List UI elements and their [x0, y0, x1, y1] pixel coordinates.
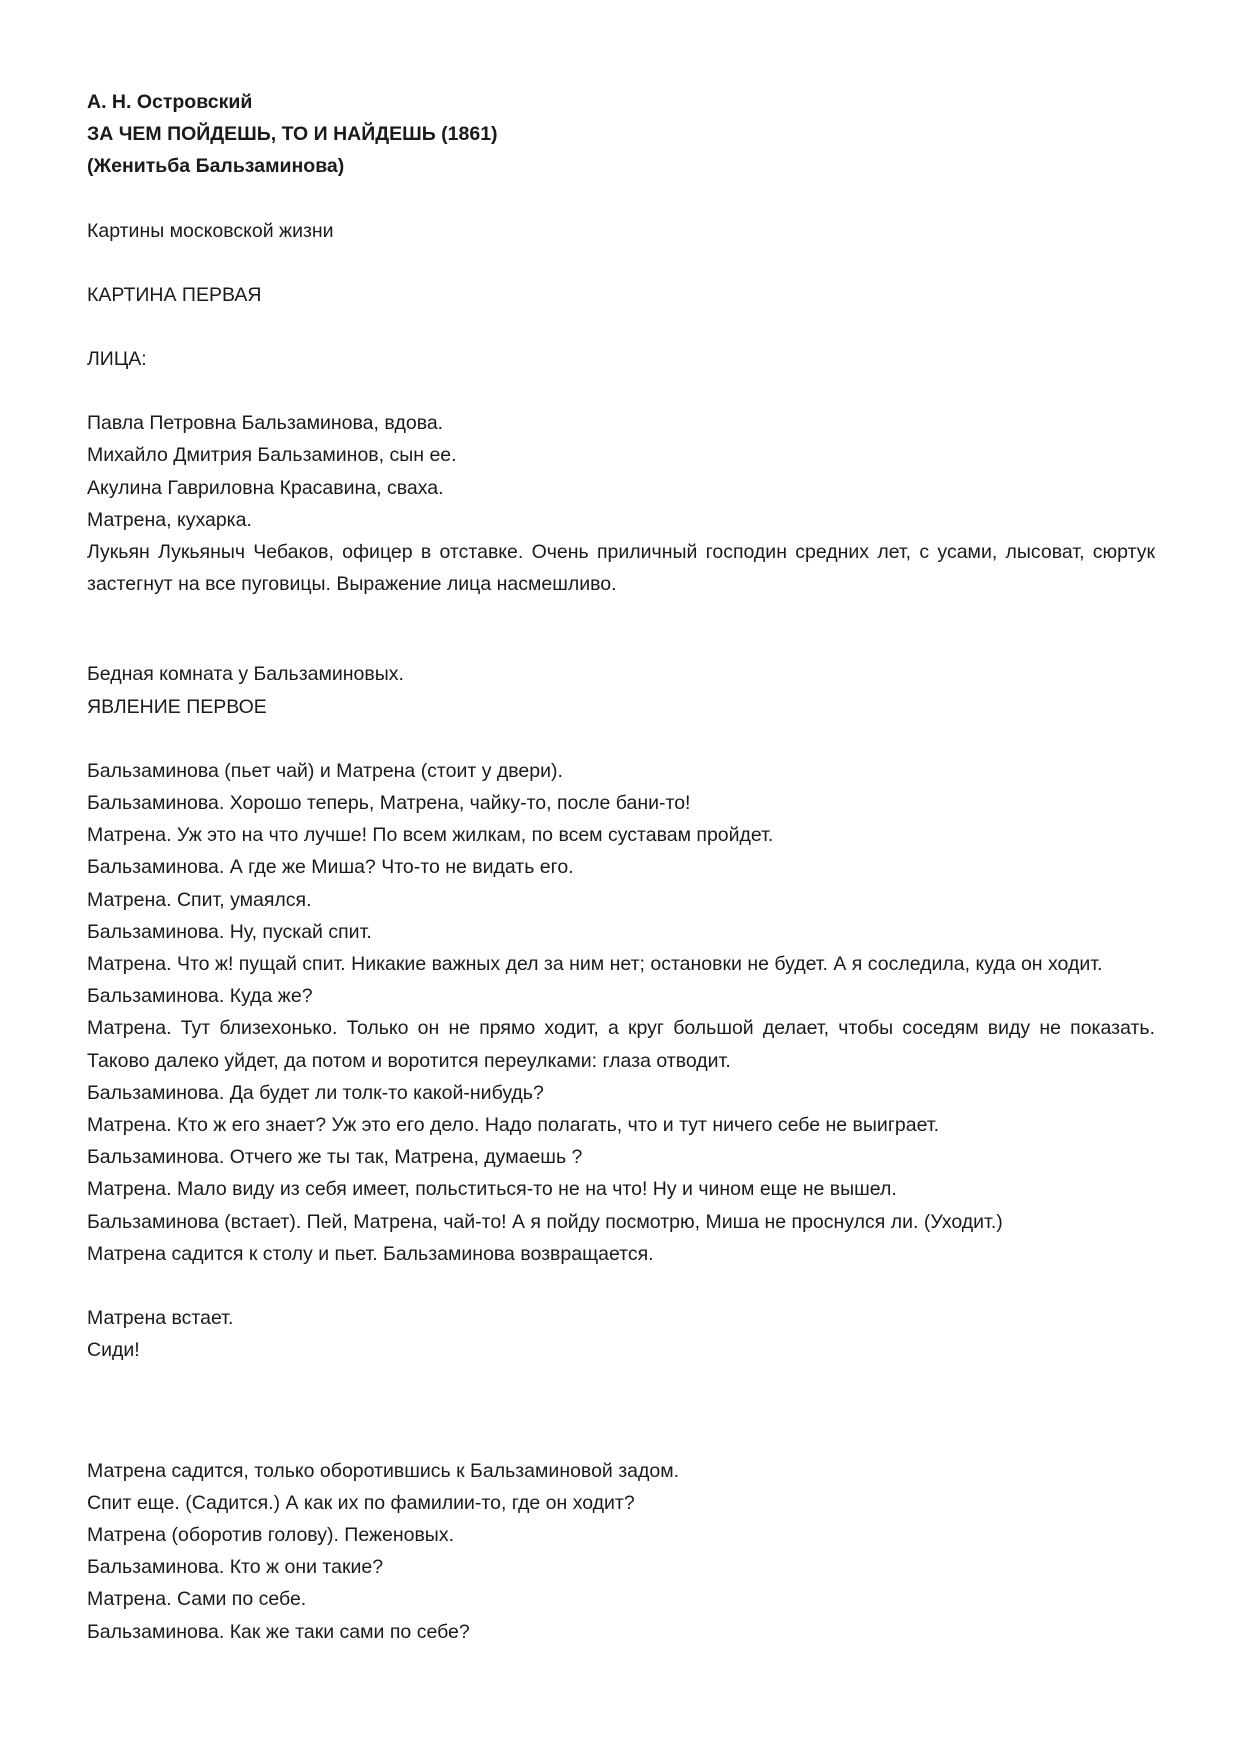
dialogue-line: Бальзаминова. Отчего же ты так, Матрена, думаешь ?: [87, 1146, 583, 1169]
person-line: Михайло Дмитрия Бальзаминов, сын ее.: [87, 444, 457, 467]
person-line: Матрена, кухарка.: [87, 508, 252, 531]
dialogue-line: Бальзаминова (встает). Пей, Матрена, чай-то! А я пойду посмотрю, Миша не проснулся ли. (Уходит.): [87, 1210, 1003, 1233]
dialogue-line: Матрена. Сами по себе.: [87, 1588, 307, 1611]
dialogue-line: Матрена. Что ж! пущай спит. Никакие важных дел за ним нет; остановки не будет. А я соследила, куда он ходит.: [87, 953, 1103, 976]
dialogue-line: Матрена. Кто ж его знает? Уж это его дело. Надо полагать, что и тут ничего себе не выиграет.: [87, 1114, 940, 1137]
dialogue-line: Матрена садится, только оборотившись к Бальзаминовой задом.: [87, 1459, 680, 1482]
persons-heading: ЛИЦА:: [87, 348, 147, 371]
dialogue-line: Сиди!: [87, 1339, 140, 1362]
dialogue-line: Бальзаминова. Кто ж они такие?: [87, 1556, 384, 1579]
dialogue-line: Бальзаминова. А где же Миша? Что-то не видать его.: [87, 856, 574, 879]
dialogue-block-3: [87, 1455, 1155, 1648]
dialogue-line: Матрена. Спит, умаялся.: [87, 888, 312, 911]
person-line: Павла Петровна Бальзаминова, вдова.: [87, 412, 444, 435]
dialogue-block-1: [87, 755, 1155, 1270]
dialogue-line: Спит еще. (Садится.) А как их по фамилии-то, где он ходит?: [87, 1491, 635, 1514]
person-line: Акулина Гавриловна Красавина, сваха.: [87, 476, 444, 499]
dialogue-line: Матрена. Уж это на что лучше! По всем жилкам, по всем суставам пройдет.: [87, 824, 774, 847]
persons-list: [87, 407, 1155, 600]
dialogue-line: Бальзаминова. Хорошо теперь, Матрена, чайку-то, после бани-то!: [87, 792, 691, 815]
dialogue-block-2: [87, 1302, 1155, 1366]
dialogue-line: Бальзаминова. Как же таки сами по себе?: [87, 1620, 470, 1643]
dialogue-line: Бальзаминова. Ну, пускай спит.: [87, 920, 372, 943]
dialogue-line: Матрена садится к столу и пьет. Бальзаминова возвращается.: [87, 1242, 654, 1265]
dialogue-line: Бальзаминова (пьет чай) и Матрена (стоит у двери).: [87, 759, 563, 782]
dialogue-line: Матрена. Мало виду из себя имеет, польститься-то не на что! Ну и чином еще не вышел.: [87, 1178, 897, 1201]
dialogue-line: Матрена встает.: [87, 1307, 234, 1330]
dialogue-line: Бальзаминова. Да будет ли толк-то какой-нибудь?: [87, 1081, 544, 1104]
author-line: А. Н. Островский: [87, 91, 253, 113]
play-subtitle: (Женитьба Бальзаминова): [87, 155, 345, 178]
play-title: ЗА ЧЕМ ПОЙДЕШЬ, ТО И НАЙДЕШЬ (1861): [87, 123, 498, 146]
scene-title: КАРТИНА ПЕРВАЯ: [87, 283, 262, 306]
genre-line: Картины московской жизни: [87, 219, 334, 242]
dialogue-line: Матрена (оборотив голову). Пеженовых.: [87, 1523, 454, 1546]
setting-line: Бедная комната у Бальзаминовых.: [87, 663, 404, 686]
person-line: Лукьян Лукьяныч Чебаков, офицер в отставке. Очень приличный господин средних лет, с усами, лысоват, сюртук застегнут на все пуговицы. Выражение лица насмешливо.: [87, 541, 1155, 596]
act-title: ЯВЛЕНИЕ ПЕРВОЕ: [87, 695, 267, 718]
dialogue-line: Матрена. Тут близехонько. Только он не прямо ходит, а круг большой делает, чтобы соседям виду не показать. Таково далеко уйдет, да потом и воротится переулками: глаза отводит.: [87, 1017, 1155, 1072]
dialogue-line: Бальзаминова. Куда же?: [87, 985, 313, 1008]
document-page: [87, 86, 1155, 1648]
